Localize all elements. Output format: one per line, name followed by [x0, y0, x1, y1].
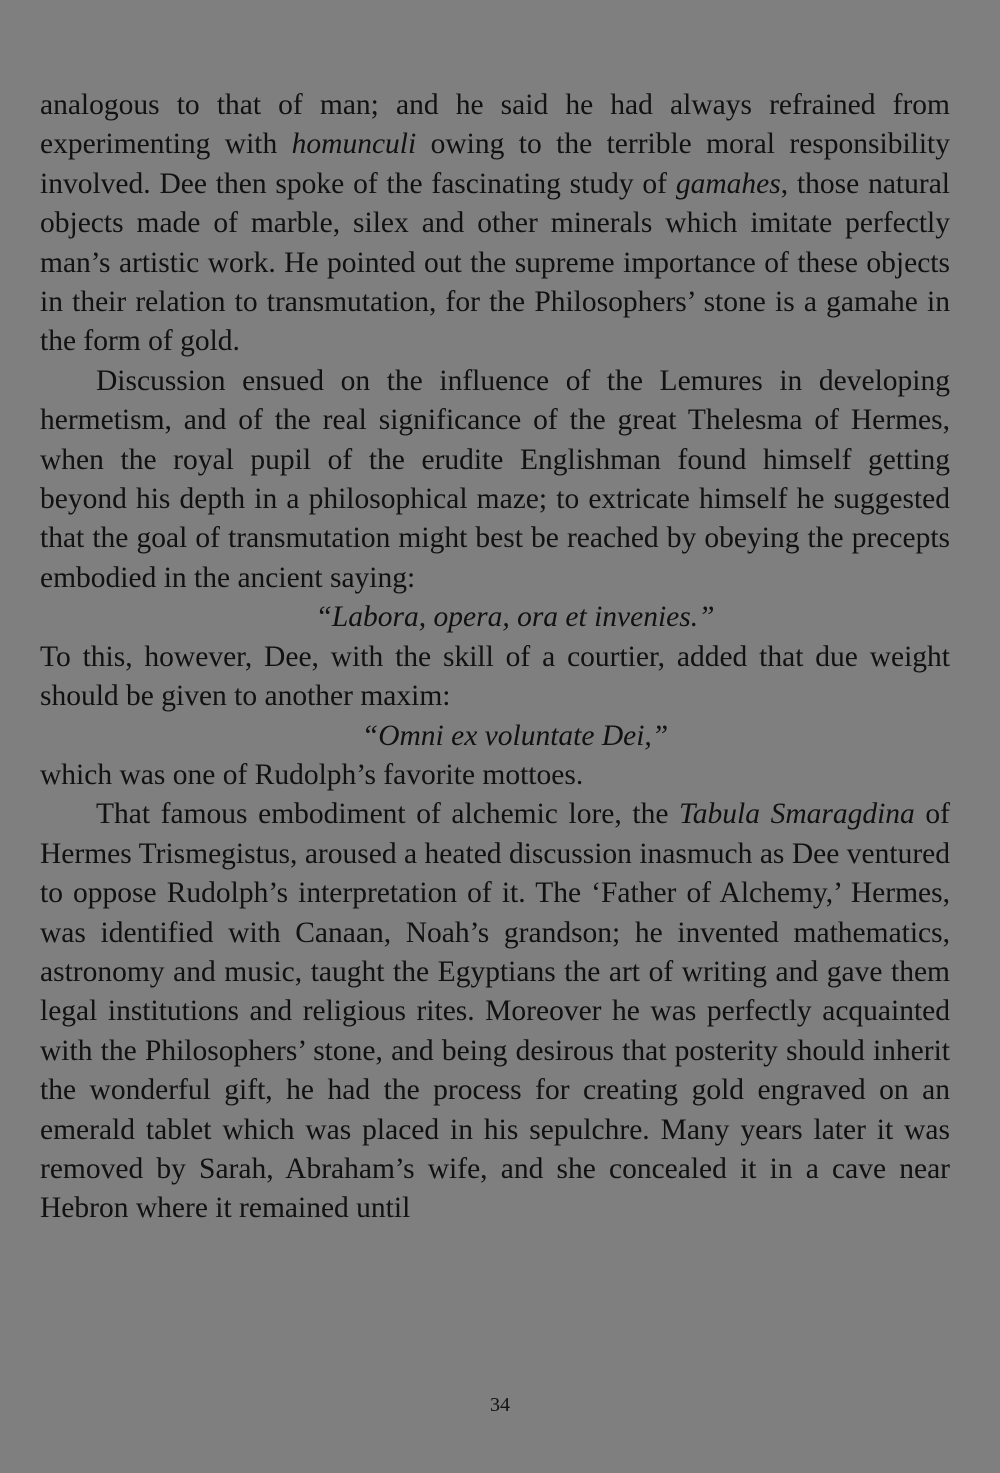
- paragraph-4: which was one of Rudolph’s favorite mottoes.: [40, 758, 584, 791]
- paragraph-1: [40, 86, 950, 362]
- page-number: 34: [490, 1394, 510, 1416]
- paragraph-5-text-a: That famous embodiment of alchemic lore, the: [96, 798, 680, 831]
- latin-quote-1: “Labora, opera, ora et invenies.”: [315, 601, 715, 634]
- page-body: [40, 86, 950, 1229]
- paragraph-5: [40, 795, 950, 1228]
- paragraph-2: Discussion ensued on the influence of the Lemures in developing hermetism, and of the real significance of the great Thelesma of Hermes, when the royal pupil of the erudite Englishman found himself getting beyond his depth in a philosophical maze; to extricate himself he suggested that the goal of transmutation might best be reached by obeying the precepts embodied in the ancient saying:: [40, 364, 950, 594]
- gamahes-term: gamahes: [675, 167, 781, 200]
- paragraph-3: To this, however, Dee, with the skill of a courtier, added that due weight should be given to another maxim:: [40, 640, 950, 713]
- homunculi-term: homunculi: [291, 128, 417, 161]
- tabula-smaragdina-term: Tabula Smaragdina: [679, 798, 915, 831]
- paragraph-1-text-e: , those natural objects made of marble, silex and other minerals which imitate perfectly man’s artistic work. He pointed out the supreme importance of these objects in their relation to transmutation, for the Philosophers’ stone is a gamahe in the form of gold.: [40, 167, 950, 358]
- paragraph-1-text-a: analogous to that of man; and he said he had always refrained from experimenting with: [40, 89, 950, 161]
- paragraph-1-text-c: owing to the terrible moral responsibility involved. Dee then spoke of the fascinating study of: [40, 128, 950, 200]
- paragraph-5-text-c: of Hermes Trismegistus, aroused a heated discussion inasmuch as Dee ventured to oppose Rudolph’s interpretation of it. The ‘Father of Alchemy,’ Hermes, was identified with Canaan, Noah’s grandson; he invented mathematics, astronomy and music, taught the Egyptians the art of writing and gave them legal institutions and religious rites. Moreover he was perfectly acquainted with the Philosophers’ stone, and being desirous that posterity should inherit the wonderful gift, he had the process for creating gold engraved on an emerald tablet which was placed in his sepulchre. Many years later it was removed by Sarah, Abraham’s wife, and she concealed it in a cave near Hebron where it remained until: [40, 798, 950, 1225]
- latin-quote-2: “Omni ex voluntate Dei,”: [361, 719, 669, 752]
